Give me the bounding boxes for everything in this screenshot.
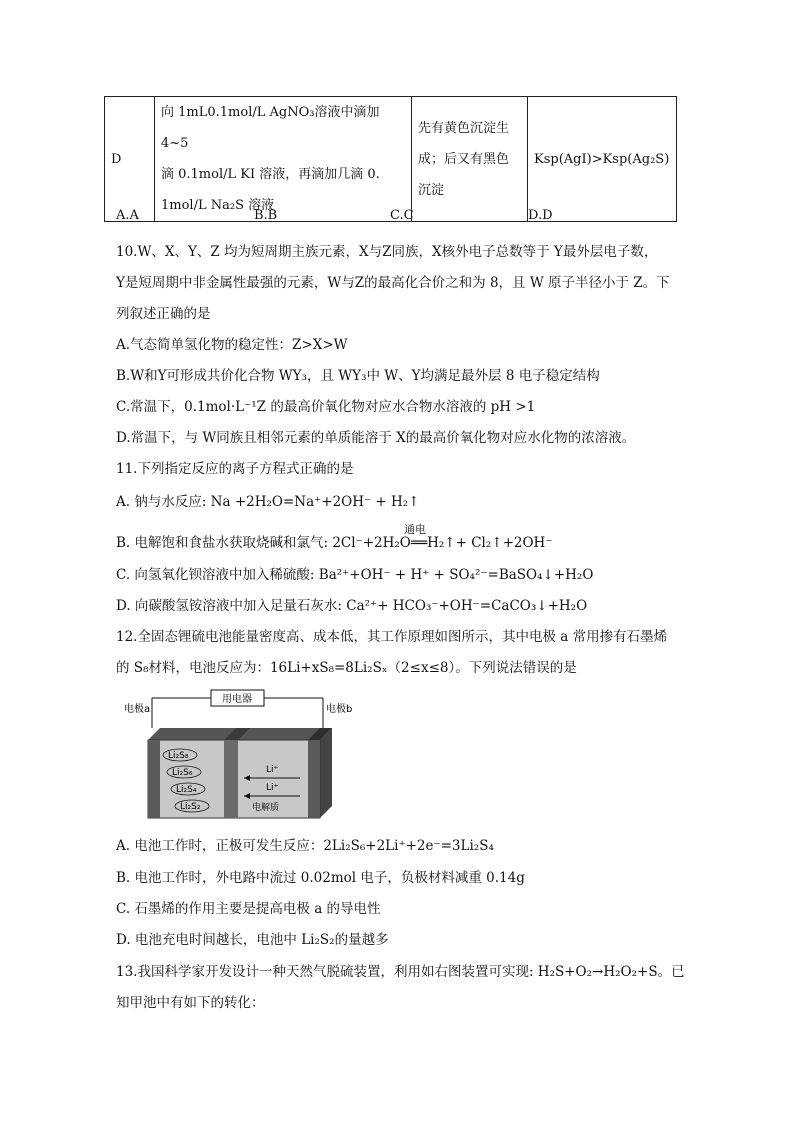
q12-option-c[interactable]: C. 石墨烯的作用主要是提高电极 a 的导电性 xyxy=(116,901,381,917)
q11-stem: 11.下列指定反应的离子方程式正确的是 xyxy=(116,461,354,477)
phenomenon-line-3: 沉淀 xyxy=(418,182,445,198)
battery-diagram xyxy=(116,684,366,822)
conclusion-cell: Ksp(AgI)>Ksp(Ag₂S) xyxy=(528,97,677,222)
phenomenon-line-1: 先有黄色沉淀生 xyxy=(418,120,510,136)
answer-table xyxy=(104,96,677,222)
electrode-a-label: 电极a xyxy=(124,704,151,715)
q9-option-d[interactable]: D.D xyxy=(528,208,553,223)
procedure-line-1: 向 1mL0.1mol/L AgNO₃溶液中滴加4~5 xyxy=(161,105,380,151)
cell-side-face xyxy=(320,728,332,818)
species-li2s8: Li₂S₈ xyxy=(168,751,189,761)
q11-option-d[interactable]: D. 向碳酸氢铵溶液中加入足量石灰水: Ca²⁺+ HCO₃⁻+OH⁻=CaCO₃↓+H₂O xyxy=(116,598,588,614)
q12-option-a[interactable]: A. 电池工作时，正极可发生反应：2Li₂S₆+2Li⁺+2e⁻=3Li₂S₄ xyxy=(116,838,494,854)
ion-label-2: Li⁺ xyxy=(266,783,279,793)
q12-option-b[interactable]: B. 电池工作时，外电路中流过 0.02mol 电子，负极材料减重 0.14g xyxy=(116,870,525,886)
procedure-line-3: 1mol/L Na₂S 溶液 xyxy=(161,198,275,213)
q11-option-a[interactable]: A. 钠与水反应: Na +2H₂O=Na⁺+2OH⁻ + H₂↑ xyxy=(116,494,420,510)
electrode-a xyxy=(148,740,160,818)
table-row xyxy=(105,97,677,222)
q10-option-a[interactable]: A.气态简单氢化物的稳定性：Z>X>W xyxy=(116,337,348,353)
procedure-line-2: 滴 0.1mol/L KI 溶液，再滴加几滴 0. xyxy=(161,167,380,182)
q9-option-b[interactable]: B.B xyxy=(254,208,278,223)
q13-stem-2: 知甲池中有如下的转化： xyxy=(116,995,265,1011)
q9-option-c[interactable]: C.C xyxy=(390,208,414,223)
q10-option-d[interactable]: D.常温下，与 W同族且相邻元素的单质能溶于 X的最高价氧化物对应水化物的浓溶液。 xyxy=(116,430,636,446)
phenomenon-cell xyxy=(412,97,528,222)
device-label: 用电器 xyxy=(222,694,252,705)
q10-option-c[interactable]: C.常温下，0.1mol·L⁻¹Z 的最高价氧化物对应水合物水溶液的 pH >1 xyxy=(116,399,536,415)
electrolysis-condition-label: 通电 xyxy=(404,523,426,536)
ion-label-1: Li⁺ xyxy=(266,765,279,775)
electrode-b-label: 电极b xyxy=(326,704,353,715)
row-label: D xyxy=(105,97,155,222)
q10-stem-1: 10.W、X、Y、Z 均为短周期主族元素，X与Z同族，X核外电子总数等于 Y最外层电子数， xyxy=(116,244,658,260)
q11-option-c[interactable]: C. 向氢氧化钡溶液中加入稀硫酸: Ba²⁺+OH⁻ + H⁺ + SO₄²⁻=BaSO₄↓+H₂O xyxy=(116,567,594,583)
procedure-cell xyxy=(155,97,412,222)
species-li2s2: Li₂S₂ xyxy=(180,802,201,812)
q12-stem-1: 12.全固态锂硫电池能量密度高、成本低，其工作原理如图所示，其中电极 a 常用掺有石墨烯 xyxy=(116,629,668,645)
q10-stem-3: 列叙述正确的是 xyxy=(116,306,211,322)
phenomenon-line-2: 成；后又有黑色 xyxy=(418,151,510,167)
q10-stem-2: Y是短周期中非金属性最强的元素，W与Z的最高化合价之和为 8，且 W 原子半径小于 Z。下 xyxy=(116,275,670,291)
electrolyte-label: 电解质 xyxy=(252,803,280,813)
q12-option-d[interactable]: D. 电池充电时间越长，电池中 Li₂S₂的量越多 xyxy=(116,932,389,948)
species-li2s6: Li₂S₆ xyxy=(172,768,193,778)
q9-option-a[interactable]: A.A xyxy=(116,208,139,223)
q10-option-b[interactable]: B.W和Y可形成共价化合物 WY₃，且 WY₃中 W、Y均满足最外层 8 电子稳定结构 xyxy=(116,368,600,384)
q11-option-b[interactable]: B. 电解饱和食盐水获取烧碱和氯气: 2Cl⁻+2H₂O══H₂↑+ Cl₂↑+2OH⁻ xyxy=(116,535,553,551)
q12-stem-2: 的 S₈材料，电池反应为：16Li+xS₈=8Li₂Sₓ（2≤x≤8）。下列说法错误的是 xyxy=(116,660,577,676)
q13-stem-1: 13.我国科学家开发设计一种天然气脱硫装置，利用如右图装置可实现: H₂S+O₂→H₂O₂+S。已 xyxy=(116,964,685,980)
electrode-b xyxy=(308,740,320,818)
species-li2s4: Li₂S₄ xyxy=(176,785,197,795)
separator xyxy=(224,740,238,818)
